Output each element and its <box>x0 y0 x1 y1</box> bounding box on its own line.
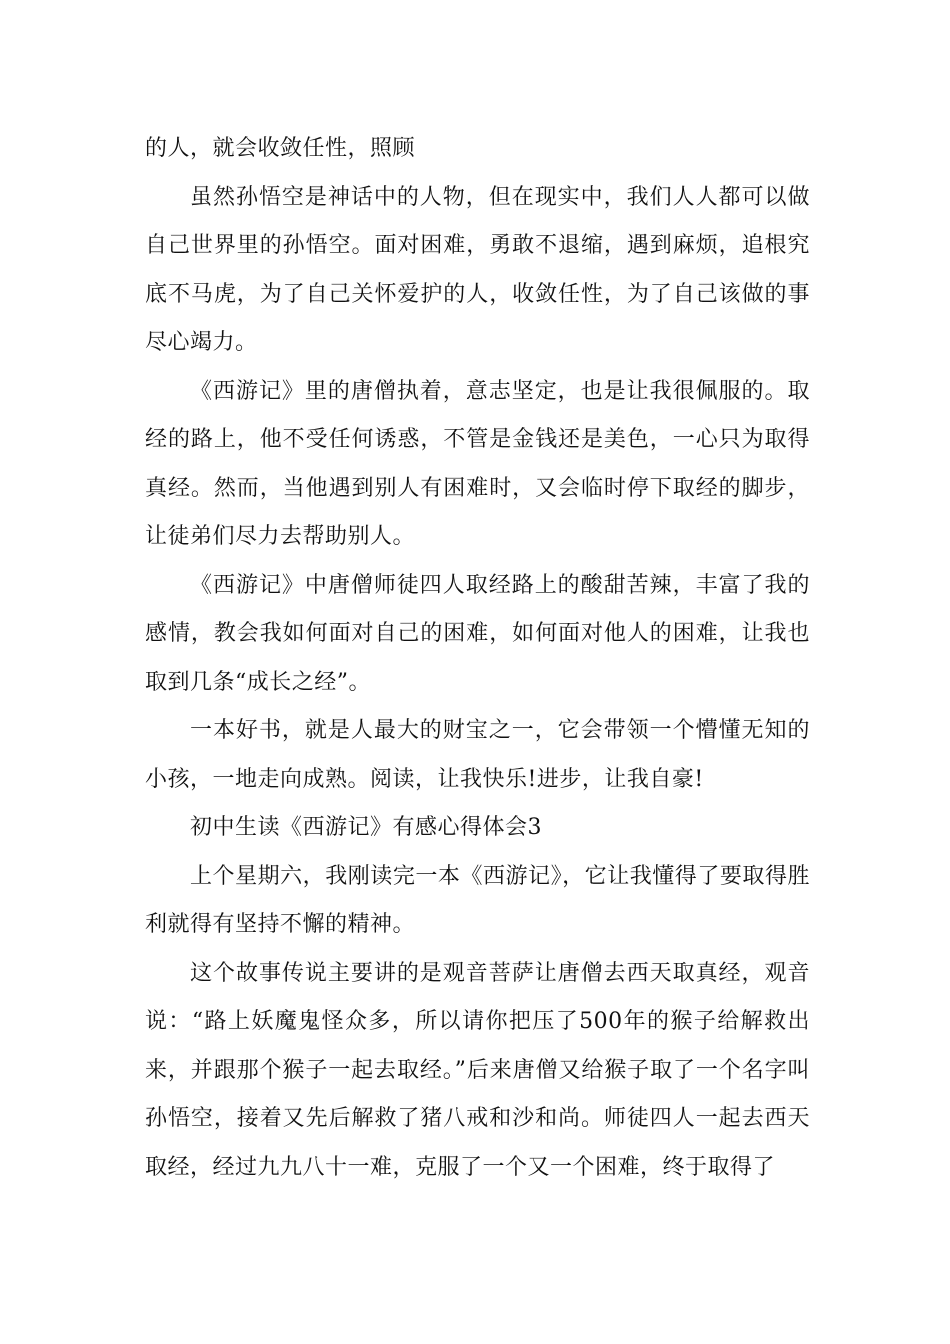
document-body <box>145 125 810 1192</box>
paragraph: 虽然孙悟空是神话中的人物，但在现实中，我们人人都可以做自己世界里的孙悟空。面对困难，勇敢不退缩，遇到麻烦，追根究底不马虎，为了自己关怀爱护的人，收敛任性，为了自己该做的事尽心竭力。 <box>145 184 810 355</box>
paragraph-continuation: 的人，就会收敛任性，照顾 <box>145 136 416 161</box>
paragraph: 《西游记》里的唐僧执着，意志坚定，也是让我很佩服的。取经的路上，他不受任何诱惑，不管是金钱还是美色，一心只为取得真经。然而，当他遇到别人有困难时，又会临时停下取经的脚步，让徒弟们尽力去帮助别人。 <box>145 378 810 549</box>
paragraph: 一本好书，就是人最大的财宝之一，它会带领一个懵懂无知的小孩，一地走向成熟。阅读，让我快乐!进步，让我自豪! <box>145 718 810 792</box>
paragraph: 上个星期六，我刚读完一本《西游记》，它让我懂得了要取得胜利就得有坚持不懈的精神。 <box>145 863 810 937</box>
paragraph: 这个故事传说主要讲的是观音菩萨让唐僧去西天取真经，观音说：“路上妖魔鬼怪众多，所以请你把压了500年的猴子给解救出来，并跟那个猴子一起去取经。”后来唐僧又给猴子取了一个名字叫孙悟空，接着又先后解救了猪八戒和沙和尚。师徒四人一起去西天取经，经过九九八十一难，克服了一个又一个困难，终于取得了 <box>145 960 810 1180</box>
paragraph: 《西游记》中唐僧师徒四人取经路上的酸甜苦辣，丰富了我的感情，教会我如何面对自己的困难，如何面对他人的困难，让我也取到几条“成长之经”。 <box>145 572 810 695</box>
section-heading: 初中生读《西游记》有感心得体会3 <box>190 815 542 840</box>
